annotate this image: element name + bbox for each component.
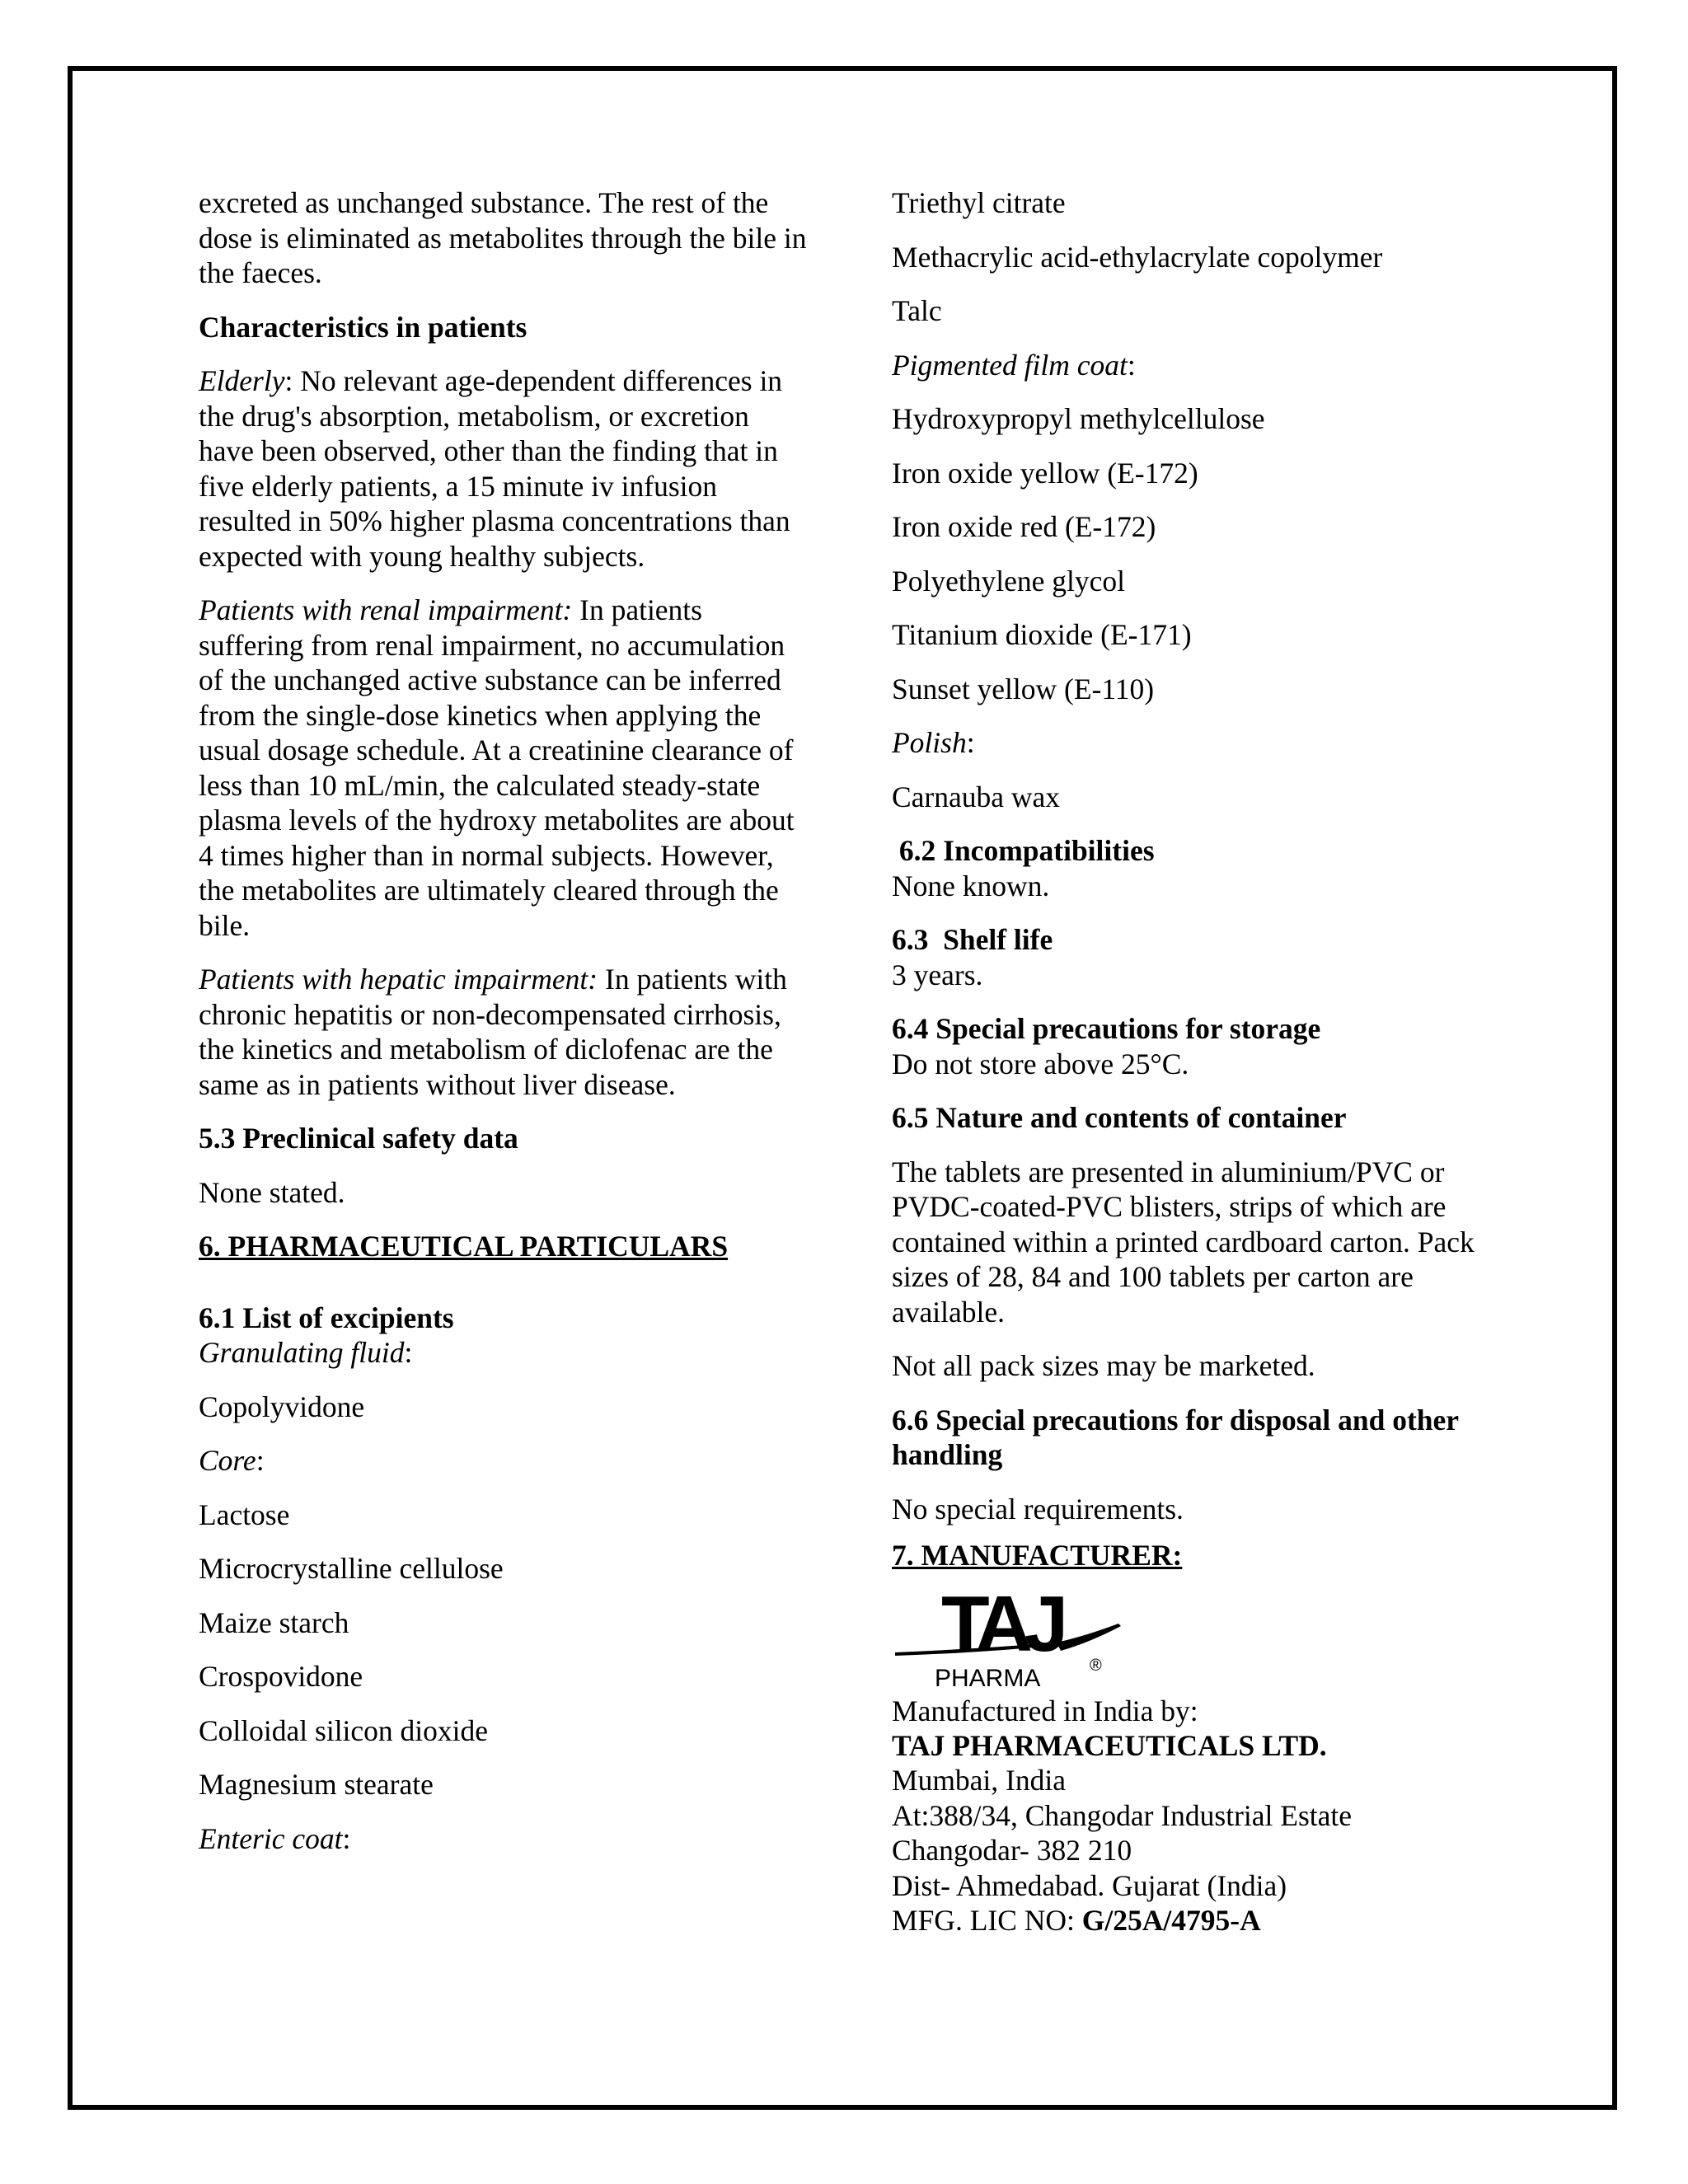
disposal-heading: 6.6 Special precautions for disposal and other handling — [892, 1403, 1459, 1471]
excipient-item: Maize starch — [199, 1605, 349, 1639]
license-line — [892, 1903, 1502, 1938]
company-name: TAJ PHARMACEUTICALS LTD. — [892, 1728, 1327, 1762]
excipient-item: Magnesium stearate — [199, 1768, 434, 1801]
left-column — [199, 185, 809, 1856]
incompatibilities-text: None known. — [892, 869, 1050, 902]
core-label-line — [199, 1443, 809, 1479]
renal-paragraph — [199, 593, 809, 943]
renal-text: In patients suffering from renal impairment, no accumulation of the unchanged active substance can be inferred from the single-dose kinetics when applying the usual dosage schedule. At a creatinine clearance of less than 10 mL/min, the calculated steady-state plasma levels of the hydroxy metabolites are about 4 times higher than in normal subjects. However, the metabolites are ultimately cleared through the bile. — [199, 593, 795, 942]
storage-text: Do not store above 25°C. — [892, 1047, 1189, 1080]
pigmented-label: Pigmented film coat — [892, 348, 1128, 382]
excipient-item: Crospovidone — [199, 1660, 363, 1693]
granulating-label-line — [199, 1335, 809, 1371]
address-line-2: Changodar- 382 210 — [892, 1834, 1132, 1867]
shelf-life-text: 3 years. — [892, 958, 983, 991]
pharm-particulars-heading: 6. PHARMACEUTICAL PARTICULARS — [199, 1230, 729, 1263]
logo-letters: TAJ — [941, 1579, 1061, 1668]
hepatic-paragraph — [199, 962, 809, 1102]
company-city: Mumbai, India — [892, 1764, 1066, 1797]
elderly-label: Elderly — [199, 364, 285, 397]
enteric-label-line — [199, 1821, 809, 1857]
elderly-text: : No relevant age-dependent differences in the drug's absorption, metabolism, or excretion have been observed, other than the finding that in five elderly patients, a 15 minute iv infusion resulted in 50% higher plasma concentrations than expected with young healthy subjects. — [199, 364, 790, 573]
registered-mark: ® — [1090, 1656, 1102, 1675]
excipient-item: Lactose — [199, 1497, 290, 1531]
colon: : — [256, 1444, 265, 1477]
excipient-item: Polyethylene glycol — [892, 564, 1125, 598]
hepatic-text: In patients with chronic hepatitis or non-decompensated cirrhosis, the kinetics and metabolism of diclofenac are the same as in patients without liver disease. — [199, 963, 787, 1101]
hepatic-label: Patients with hepatic impairment: — [199, 963, 598, 996]
elderly-paragraph — [199, 363, 809, 574]
characteristics-heading: Characteristics in patients — [199, 310, 528, 344]
enteric-label: Enteric coat — [199, 1821, 343, 1855]
incompatibilities-heading: 6.2 Incompatibilities — [892, 834, 1155, 867]
excipient-item: Microcrystalline cellulose — [199, 1552, 504, 1585]
license-label: MFG. LIC NO: — [892, 1904, 1082, 1937]
excipient-item: Sunset yellow (E-110) — [892, 672, 1155, 705]
colon: : — [1127, 348, 1136, 382]
colon: : — [342, 1821, 351, 1855]
excipient-item: Iron oxide yellow (E-172) — [892, 456, 1198, 490]
excipient-item: Copolyvidone — [199, 1390, 365, 1423]
storage-heading: 6.4 Special precautions for storage — [892, 1012, 1321, 1045]
right-column — [892, 185, 1502, 1938]
manufacturer-heading: 7. MANUFACTURER: — [892, 1539, 1183, 1572]
excipient-item: Titanium dioxide (E-171) — [892, 618, 1192, 651]
excipient-item: Colloidal silicon dioxide — [199, 1713, 489, 1747]
logo-j-tail — [1057, 1624, 1121, 1651]
renal-label: Patients with renal impairment: — [199, 593, 573, 626]
polish-label-line — [892, 725, 1502, 761]
preclinical-heading: 5.3 Preclinical safety data — [199, 1122, 518, 1155]
intro-paragraph: excreted as unchanged substance. The rest of the dose is eliminated as metabolites through the bile in the faeces. — [199, 186, 807, 289]
license-value: G/25A/4795-A — [1081, 1904, 1261, 1937]
taj-logo-graphic — [892, 1578, 1139, 1694]
address-line-3: Dist- Ahmedabad. Gujarat (India) — [892, 1868, 1287, 1902]
colon: : — [404, 1336, 413, 1369]
excipient-item: Triethyl citrate — [892, 186, 1066, 219]
excipient-item: Methacrylic acid-ethylacrylate copolymer — [892, 240, 1383, 274]
disposal-text: No special requirements. — [892, 1492, 1184, 1526]
container-text: The tablets are presented in aluminium/PVC or PVDC-coated-PVC blisters, strips of which are contained within a printed cardboard carton. Pack sizes of 28, 84 and 100 tablets per carton are available. — [892, 1155, 1475, 1329]
excipient-item: Iron oxide red (E-172) — [892, 510, 1156, 543]
logo-subtext: PHARMA — [935, 1664, 1041, 1692]
excipient-item: Carnauba wax — [892, 780, 1061, 813]
excipients-heading: 6.1 List of excipients — [199, 1301, 454, 1334]
polish-label: Polish — [892, 726, 967, 759]
taj-pharma-logo — [892, 1578, 1139, 1694]
shelf-life-heading: 6.3 Shelf life — [892, 923, 1053, 956]
address-line-1: At:388/34, Changodar Industrial Estate — [892, 1798, 1353, 1832]
colon: : — [966, 726, 975, 759]
container-heading: 6.5 Nature and contents of container — [892, 1101, 1347, 1134]
excipient-item: Talc — [892, 294, 942, 327]
preclinical-text: None stated. — [199, 1175, 345, 1209]
granulating-label: Granulating fluid — [199, 1336, 405, 1369]
manufactured-in: Manufactured in India by: — [892, 1694, 1198, 1727]
core-label: Core — [199, 1444, 256, 1477]
marketed-text: Not all pack sizes may be marketed. — [892, 1349, 1315, 1382]
pigmented-label-line — [892, 348, 1502, 383]
excipient-item: Hydroxypropyl methylcellulose — [892, 402, 1265, 435]
